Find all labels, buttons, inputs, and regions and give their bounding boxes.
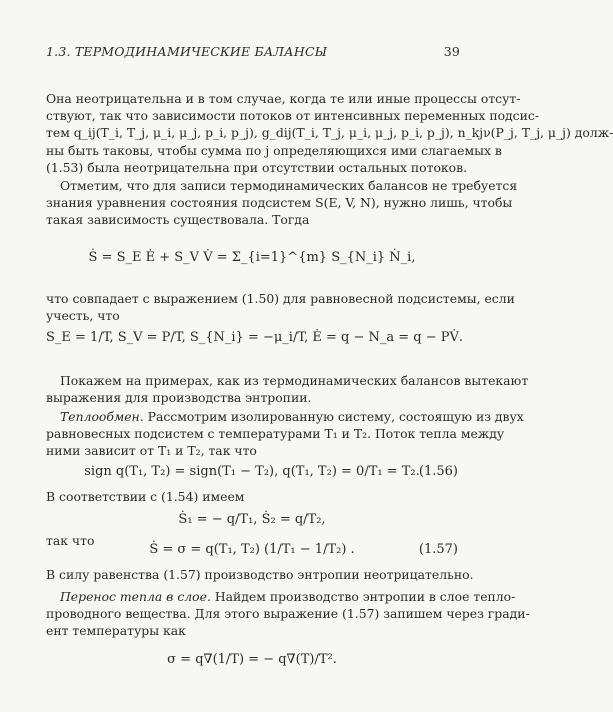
section-title: 1.3. ТЕРМОДИНАМИЧЕСКИЕ БАЛАНСЫ: [46, 44, 328, 59]
equation-1-57: [46, 542, 458, 557]
paragraph-3: [46, 290, 515, 324]
text-line: проводного вещества. Для этого выражение (1.57) запишем через гради-: [46, 606, 530, 622]
equation-number: (1.57): [418, 542, 458, 557]
text-line: В соответствии с (1.54) имеем: [46, 489, 245, 504]
text-line: (1.53) была неотрицательна при отсутствии остальных потоков.: [46, 159, 468, 175]
paragraph-5: [46, 408, 524, 460]
text-line: выражения для производства энтропии.: [46, 390, 312, 406]
equation-body: sign q(T₁, T₂) = sign(T₁ − T₂), q(T₁, T₂) = 0/T₁ = T₂.: [84, 464, 420, 479]
text-line: что совпадает с выражением (1.50) для равновесной подсистемы, если: [46, 291, 515, 306]
text-line: тем q_ij(T_i, T_j, μ_i, μ_j, p_i, p_j), g_dij(T_i, T_j, μ_i, μ_j, p_i, p_j), n_kjν(P_j, T_j, μ_j) долж-: [46, 125, 613, 141]
text-line: [46, 408, 524, 425]
text-run: Рассмотрим изолированную систему, состоящую из двух: [147, 409, 524, 424]
text-line: такая зависимость существовала. Тогда: [46, 212, 310, 228]
text-line: [46, 588, 516, 605]
paragraph-8: [46, 566, 474, 583]
text-line: Отметим, что для записи термодинамических балансов не требуется: [60, 178, 518, 193]
text-line: равновесных подсистем с температурами T₁ и T₂. Поток тепла между: [46, 426, 505, 442]
running-header: [46, 44, 460, 59]
paragraph-9: [46, 588, 530, 640]
text-line: ны быть таковы, чтобы сумма по j определяющихся ими слагаемых в: [46, 142, 502, 158]
text-line: ент температуры как: [46, 623, 186, 639]
text-line: ними зависит от T₁ и T₂, так что: [46, 443, 257, 459]
text-line: знания уравнения состояния подсистем S(E, V, N), нужно лишь, чтобы: [46, 195, 513, 211]
text-line: так что: [46, 533, 95, 548]
equation-layer-entropy: σ = q∇(1/T) = − q∇(T)/T².: [167, 652, 337, 667]
equation-partials: S_E = 1/T, S_V = P/T, S_{N_i} = −μ_i/T, Ė = q − N_a = q − PV̇.: [46, 330, 464, 345]
subsection-title: Теплообмен.: [60, 409, 144, 424]
equation-number: (1.56): [418, 464, 458, 479]
paragraph-2: [46, 177, 518, 229]
paragraph-1: [46, 90, 613, 176]
equation-entropy-rate: Ṡ = S_E Ė + S_V V̇ = Σ_{i=1}^{m} S_{N_i} Ṅ_i,: [88, 250, 416, 265]
text-line: ствуют, так что зависимости потоков от интенсивных переменных подсис-: [46, 108, 540, 124]
text-line: учесть, что: [46, 308, 120, 324]
paragraph-6: [46, 488, 458, 505]
page-number: 39: [443, 44, 460, 59]
text-line: Покажем на примерах, как из термодинамических балансов вытекают: [60, 373, 529, 388]
equation-1-56: [46, 464, 458, 479]
equation-body: Ṡ = σ = q(T₁, T₂) (1/T₁ − 1/T₂) .: [149, 542, 355, 557]
paragraph-4: [46, 372, 529, 406]
text-line: Она неотрицательна и в том случае, когда те или иные процессы отсут-: [46, 91, 521, 106]
equation-subsystem-rates: Ṡ₁ = − q/T₁, Ṡ₂ = q/T₂,: [178, 512, 326, 527]
text-run: Найдем производство энтропии в слое тепло-: [214, 589, 516, 604]
text-line: В силу равенства (1.57) производство энтропии неотрицательно.: [46, 567, 474, 582]
subsection-title: Перенос тепла в слое.: [60, 589, 211, 604]
